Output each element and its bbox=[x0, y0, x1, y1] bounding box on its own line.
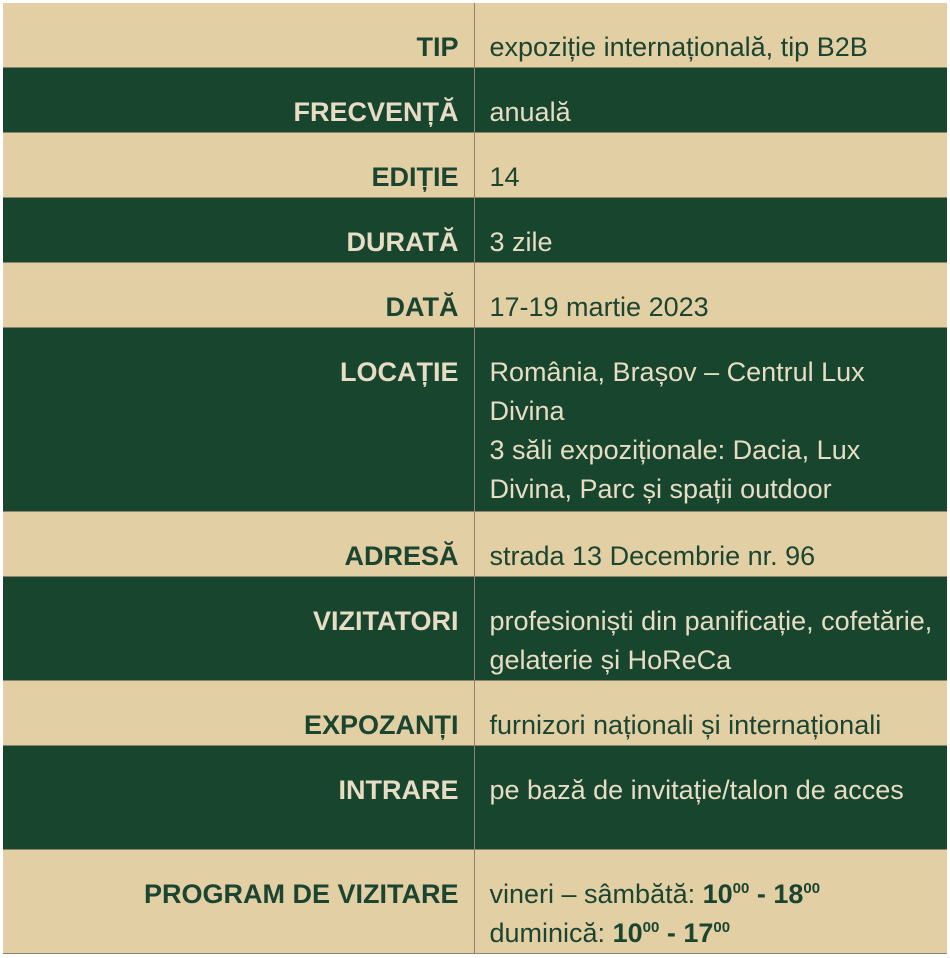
table-row bbox=[3, 68, 947, 133]
row-value-program bbox=[474, 850, 947, 954]
schedule-start-minutes: 00 bbox=[732, 880, 750, 897]
table-row bbox=[3, 577, 947, 681]
schedule-end-minutes: 00 bbox=[713, 919, 731, 936]
schedule-end-hour: 18 bbox=[773, 879, 804, 909]
schedule-end-minutes: 00 bbox=[803, 880, 821, 897]
row-label-expozanti: EXPOZANȚI bbox=[3, 681, 474, 746]
schedule-separator: - bbox=[749, 879, 774, 909]
row-label-adresa: ADRESĂ bbox=[3, 512, 474, 577]
table-row bbox=[3, 681, 947, 746]
schedule-line-sunday bbox=[490, 914, 940, 953]
row-value-tip: expoziție internațională, tip B2B bbox=[474, 3, 947, 68]
schedule-end-hour: 17 bbox=[683, 918, 714, 948]
venues-line: 3 săli expoziționale: Dacia, Lux Divina, Parc și spații outdoor bbox=[489, 435, 861, 504]
row-label-program: PROGRAM DE VIZITARE bbox=[3, 850, 474, 954]
schedule-start-minutes: 00 bbox=[642, 919, 660, 936]
row-value-frecventa: anuală bbox=[474, 68, 947, 133]
table-row bbox=[3, 198, 947, 263]
table-row bbox=[3, 263, 947, 328]
row-label-durata: DURATĂ bbox=[3, 198, 474, 263]
table-row bbox=[3, 746, 947, 850]
table-row bbox=[3, 3, 947, 68]
table-row bbox=[3, 850, 947, 954]
row-label-editie: EDIȚIE bbox=[3, 133, 474, 198]
schedule-days: duminică: bbox=[489, 918, 606, 948]
row-value-expozanti: furnizori naționali și internaționali bbox=[474, 681, 947, 746]
row-value-vizitatori: profesioniști din panificație, cofetărie, gelaterie și HoReCa bbox=[474, 577, 947, 681]
row-value-adresa: strada 13 Decembrie nr. 96 bbox=[474, 512, 947, 577]
schedule-days: vineri – sâmbătă: bbox=[489, 879, 696, 909]
event-info-table bbox=[3, 3, 947, 954]
schedule-start-hour: 10 bbox=[702, 879, 733, 909]
row-label-locatie: LOCAȚIE bbox=[3, 328, 474, 512]
table-row bbox=[3, 133, 947, 198]
table-row bbox=[3, 512, 947, 577]
row-label-frecventa: FRECVENȚĂ bbox=[3, 68, 474, 133]
row-label-intrare: INTRARE bbox=[3, 746, 474, 850]
row-label-data: DATĂ bbox=[3, 263, 474, 328]
row-value-data: 17-19 martie 2023 bbox=[474, 263, 947, 328]
table-row bbox=[3, 328, 947, 512]
row-value-intrare: pe bază de invitație/talon de acces bbox=[474, 746, 947, 850]
row-value-durata: 3 zile bbox=[474, 198, 947, 263]
schedule-start-hour: 10 bbox=[612, 918, 643, 948]
row-value-locatie bbox=[474, 328, 947, 512]
row-label-tip: TIP bbox=[3, 3, 474, 68]
row-label-vizitatori: VIZITATORI bbox=[3, 577, 474, 681]
schedule-separator: - bbox=[659, 918, 684, 948]
location-line: România, Brașov – Centrul Lux Divina bbox=[489, 357, 865, 426]
schedule-line-weekend bbox=[490, 875, 940, 914]
row-value-editie: 14 bbox=[474, 133, 947, 198]
